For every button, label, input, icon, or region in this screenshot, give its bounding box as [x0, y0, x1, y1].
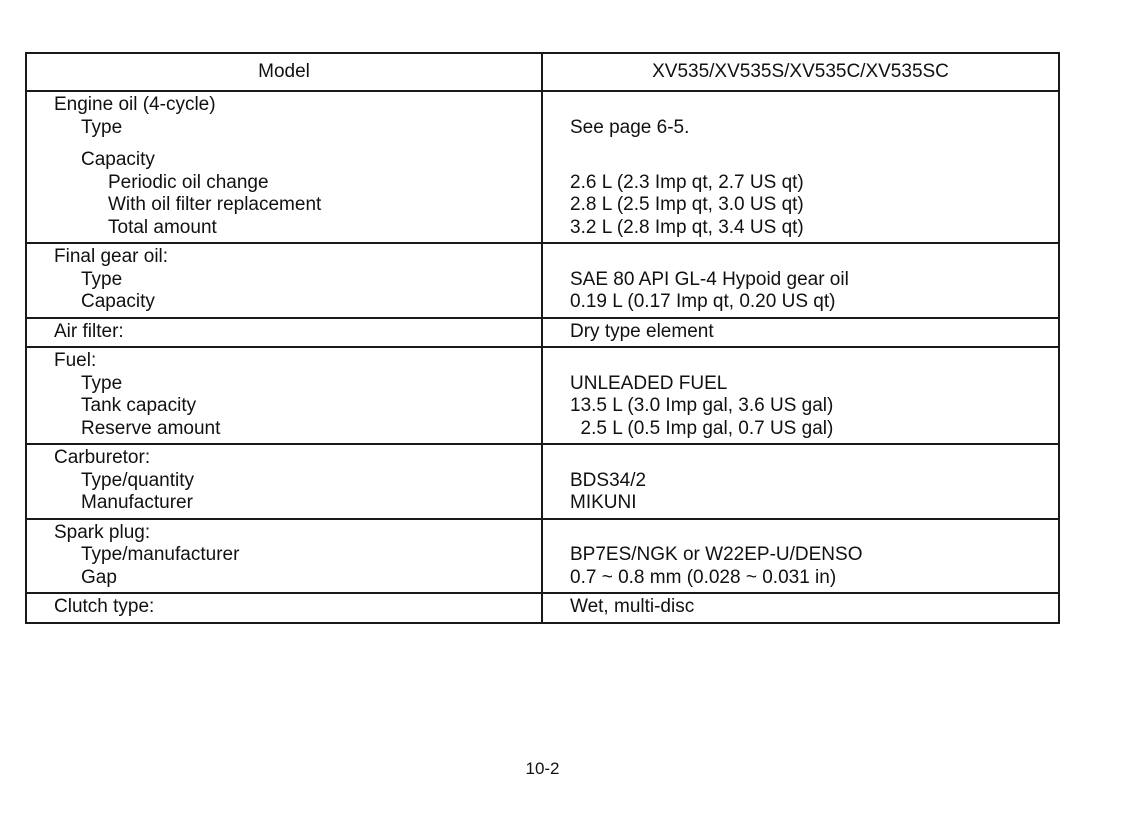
spark-plug-gap-value: 0.7 ~ 0.8 mm (0.028 ~ 0.031 in) — [570, 566, 837, 588]
engine-oil-total-label: Total amount — [108, 216, 217, 238]
engine-oil-value-cell — [542, 91, 1059, 243]
clutch-title: Clutch type: — [54, 596, 155, 617]
table-row — [26, 519, 1059, 594]
spark-plug-label-cell — [26, 519, 542, 594]
engine-oil-periodic-label: Periodic oil change — [108, 171, 269, 193]
engine-oil-filter-value: 2.8 L (2.5 Imp qt, 3.0 US qt) — [570, 194, 804, 215]
fuel-reserve-value: 2.5 L (0.5 Imp gal, 0.7 US gal) — [570, 417, 834, 439]
engine-oil-filter-label: With oil filter replacement — [108, 194, 322, 215]
fuel-type-value: UNLEADED FUEL — [570, 372, 728, 394]
table-row — [26, 347, 1059, 444]
table-row — [26, 593, 1059, 623]
spark-plug-type-label: Type/manufacturer — [81, 544, 240, 565]
carburetor-manufacturer-value: MIKUNI — [570, 492, 637, 513]
table-row — [26, 243, 1059, 318]
clutch-label-cell — [26, 593, 542, 623]
final-gear-oil-type-label: Type — [81, 268, 123, 290]
carburetor-type-value: BDS34/2 — [570, 469, 647, 491]
clutch-value: Wet, multi-disc — [570, 596, 695, 617]
carburetor-type-label: Type/quantity — [81, 469, 195, 491]
model-value-header: XV535/XV535S/XV535C/XV535SC — [542, 53, 1059, 91]
final-gear-oil-capacity-label: Capacity — [81, 291, 155, 312]
fuel-title: Fuel: — [54, 350, 97, 371]
final-gear-oil-label-cell — [26, 243, 542, 318]
fuel-tank-label: Tank capacity — [81, 395, 197, 416]
carburetor-title: Carburetor: — [54, 447, 151, 468]
carburetor-value-cell — [542, 444, 1059, 519]
table-header-row — [26, 53, 1059, 91]
fuel-tank-value: 13.5 L (3.0 Imp gal, 3.6 US gal) — [570, 395, 834, 416]
fuel-value-cell — [542, 347, 1059, 444]
model-header: Model — [26, 53, 542, 91]
engine-oil-capacity-label: Capacity — [81, 149, 155, 170]
table-row — [26, 318, 1059, 348]
table-row — [26, 91, 1059, 243]
spark-plug-value-cell — [542, 519, 1059, 594]
spark-plug-title: Spark plug: — [54, 521, 151, 543]
spark-plug-gap-label: Gap — [81, 566, 117, 588]
air-filter-value: Dry type element — [570, 320, 714, 342]
table-row — [26, 444, 1059, 519]
specifications-table — [25, 52, 1060, 624]
final-gear-oil-title: Final gear oil: — [54, 246, 169, 267]
carburetor-label-cell — [26, 444, 542, 519]
final-gear-oil-capacity-value: 0.19 L (0.17 Imp qt, 0.20 US qt) — [570, 291, 836, 312]
carburetor-manufacturer-label: Manufacturer — [81, 492, 193, 513]
engine-oil-type-label: Type — [81, 116, 123, 138]
engine-oil-label-cell — [26, 91, 542, 243]
air-filter-title: Air filter: — [54, 320, 124, 342]
final-gear-oil-value-cell — [542, 243, 1059, 318]
engine-oil-title: Engine oil (4-cycle) — [54, 94, 216, 115]
fuel-type-label: Type — [81, 372, 123, 394]
engine-oil-type-value: See page 6-5. — [570, 116, 690, 138]
page-number: 10-2 — [525, 759, 560, 778]
fuel-reserve-label: Reserve amount — [81, 417, 221, 439]
engine-oil-periodic-value: 2.6 L (2.3 Imp qt, 2.7 US qt) — [570, 171, 804, 193]
engine-oil-total-value: 3.2 L (2.8 Imp qt, 3.4 US qt) — [570, 216, 804, 238]
air-filter-label-cell — [26, 318, 542, 348]
fuel-label-cell — [26, 347, 542, 444]
final-gear-oil-type-value: SAE 80 API GL-4 Hypoid gear oil — [570, 268, 849, 290]
spark-plug-type-value: BP7ES/NGK or W22EP-U/DENSO — [570, 544, 863, 565]
air-filter-value-cell — [542, 318, 1059, 348]
clutch-value-cell — [542, 593, 1059, 623]
